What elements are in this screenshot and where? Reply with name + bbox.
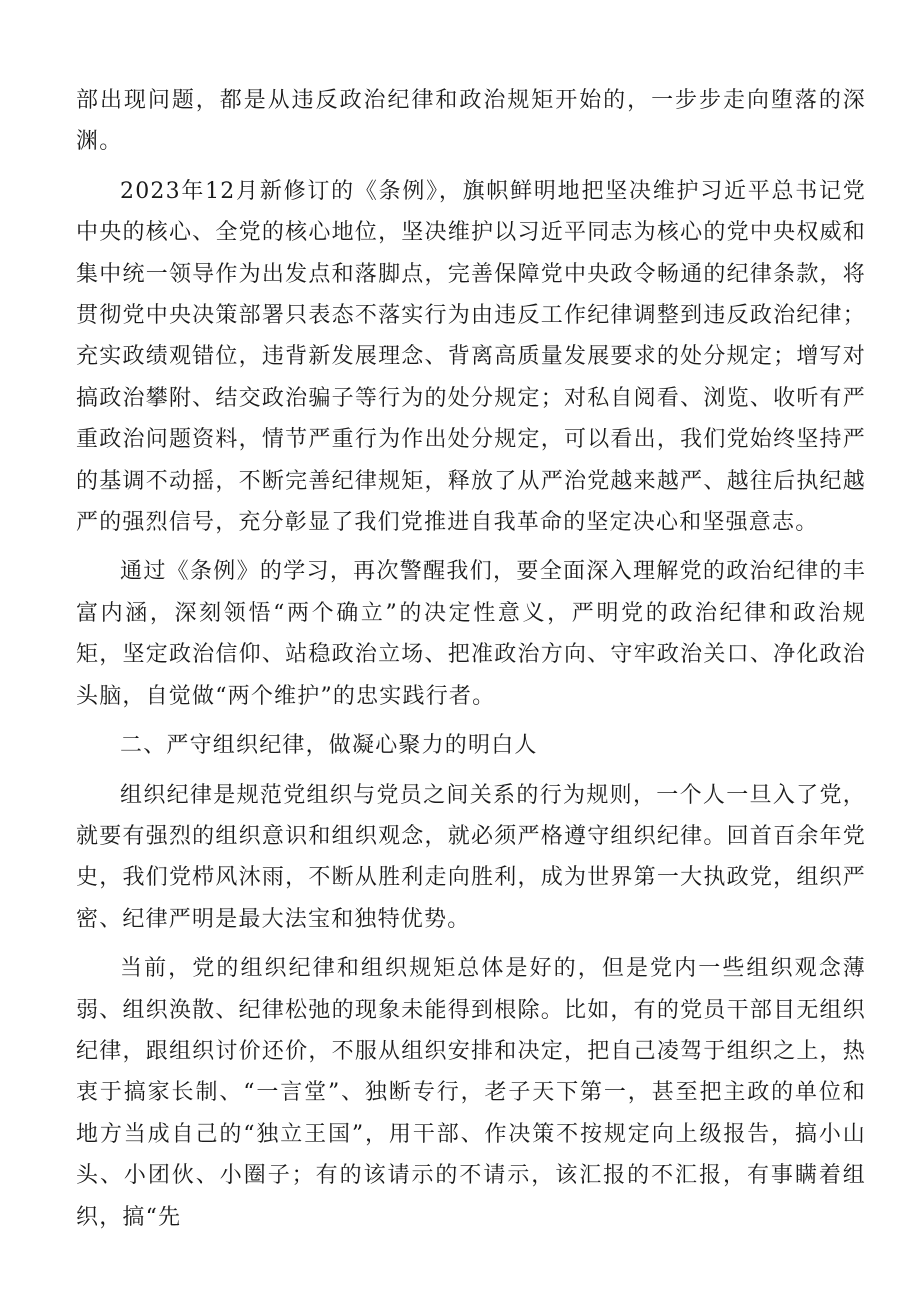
section-heading-organizational-discipline: 二、严守组织纪律，做凝心聚力的明白人 (120, 733, 538, 759)
paragraph-organizational-discipline: 组织纪律是规范党组织与党员之间关系的行为规则，一个人一旦入了党，就要有强烈的组织意识和组织观念，就必须严格遵守组织纪律。回首百余年党史，我们党栉风沐雨，不断从胜利走向胜利，成为世界第一大执政党，组织严密、纪律严明是最大法宝和独特优势。 (76, 782, 866, 932)
paragraph-continuation: 部出现问题，都是从违反政治纪律和政治规矩开始的，一步步走向堕落的深渊。 (76, 88, 866, 155)
paragraph-regulation-revision: 2023年12月新修订的《条例》，旗帜鲜明地把坚决维护习近平总书记党中央的核心、全党的核心地位，坚决维护以习近平同志为核心的党中央权威和集中统一领导作为出发点和落脚点，完善保障党中央政令畅通的纪律条款，将贯彻党中央决策部署只表态不落实行为由违反工作纪律调整到违反政治纪律；充实政绩观错位，违背新发展理念、背离高质量发展要求的处分规定；增写对搞政治攀附、结交政治骗子等行为的处分规定；对私自阅看、浏览、收听有严重政治问题资料，情节严重行为作出处分规定，可以看出，我们党始终坚持严的基调不动摇，不断完善纪律规矩，释放了从严治党越来越严、越往后执纪越严的强烈信号，充分彰显了我们党推进自我革命的坚定决心和坚强意志。 (76, 178, 866, 536)
paragraph-current-problems: 当前，党的组织纪律和组织规矩总体是好的，但是党内一些组织观念薄弱、组织涣散、纪律松弛的现象未能得到根除。比如，有的党员干部目无组织纪律，跟组织讨价还价，不服从组织安排和决定，把自己凌驾于组织之上，热衷于搞家长制、“一言堂”、独断专行，老子天下第一，甚至把主政的单位和地方当成自己的“独立王国”，用干部、作决策不按规定向上级报告，搞小山头、小团伙、小圈子；有的该请示的不请示，该汇报的不汇报，有事瞒着组织，搞“先 (76, 956, 866, 1230)
paragraph-political-discipline: 通过《条例》的学习，再次警醒我们，要全面深入理解党的政治纪律的丰富内涵，深刻领悟“两个确立”的决定性意义，严明党的政治纪律和政治规矩，坚定政治信仰、站稳政治立场、把准政治方向、守牢政治关口、净化政治头脑，自觉做“两个维护”的忠实践行者。 (76, 559, 866, 709)
document-body (76, 80, 866, 1238)
